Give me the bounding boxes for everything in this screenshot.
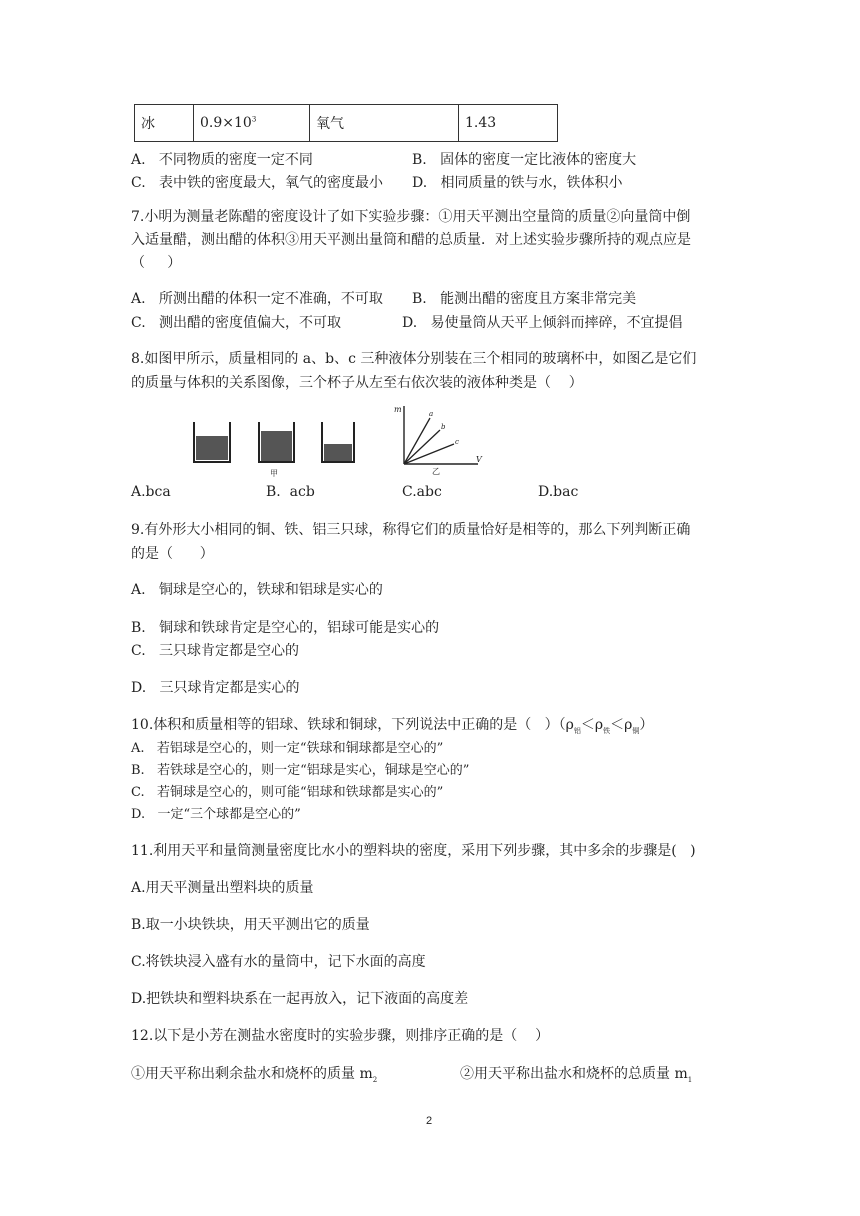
q11-stem: 11.利用天平和量筒测量密度比水小的塑料块的密度，采用下列步骤，其中多余的步骤是( ) (131, 843, 696, 859)
q8-stem-line1: 8.如图甲所示，质量相同的 a、b、c 三种液体分别装在三个相同的玻璃杯中，如图乙是它们 (131, 351, 697, 367)
q11-option-c: C.将铁块浸入盛有水的量筒中，记下水面的高度 (131, 954, 426, 970)
q7-stem-line2: 入适量醋，测出醋的体积③用天平测出量筒和醋的总质量．对上述实验步骤所持的观点应是 (131, 232, 691, 248)
table-cell-density-2: 1.43 (459, 105, 558, 142)
q8-option-d: D.bac (538, 484, 579, 500)
table-row (135, 105, 558, 142)
q9-option-a: A. 铜球是空心的，铁球和铝球是实心的 (131, 582, 383, 598)
q9-option-c: C. 三只球肯定都是空心的 (131, 643, 300, 659)
q10-close-paren: ） (639, 717, 654, 733)
density-exponent: 3 (251, 115, 257, 124)
q6-option-d: D. 相同质量的铁与水，铁体积小 (412, 175, 623, 191)
q10-less-than-1: ＜ρ (580, 717, 604, 733)
q11-option-d: D.把铁块和塑料块系在一起再放入，记下液面的高度差 (131, 991, 469, 1007)
line-a (404, 418, 430, 464)
beaker-left (194, 422, 230, 462)
subscript-fe: 铁 (603, 726, 611, 735)
figure-label-yi: 乙 (432, 467, 440, 476)
table-cell-density (194, 105, 310, 142)
q10-stem (131, 714, 653, 736)
q10-less-than-2: ＜ρ (610, 717, 633, 733)
axis-label-m: m (394, 405, 402, 414)
q7-stem-line3: （ ） (131, 255, 182, 271)
q12-stem: 12.以下是小芳在测盐水密度时的实验步骤，则排序正确的是（ ） (131, 1028, 550, 1044)
table-cell-substance: 冰 (135, 105, 194, 142)
q9-option-d: D. 三只球肯定都是实心的 (131, 680, 300, 696)
table-cell-substance-2: 氧气 (310, 105, 459, 142)
axis-label-v: V (476, 455, 482, 464)
q10-option-b: B. 若铁球是空心的，则一定“铝球是实心，铜球是空心的” (131, 763, 470, 778)
q7-stem-line1: 7.小明为测量老陈醋的密度设计了如下实验步骤：①用天平测出空量筒的质量②向量筒中倒 (131, 209, 691, 225)
beaker-right (322, 422, 354, 462)
subscript-cu: 铜 (632, 726, 640, 735)
line-label-c: c (455, 438, 459, 446)
q8-stem-line2: 的质量与体积的关系图像，三个杯子从左至右依次装的液体种类是（ ） (131, 375, 583, 391)
q11-option-a: A.用天平测量出塑料块的质量 (131, 880, 314, 896)
subscript-2: 2 (372, 1075, 378, 1084)
subscript-1: 1 (687, 1075, 693, 1084)
mass-volume-graph (392, 402, 484, 476)
q10-option-a: A. 若铝球是空心的，则一定“铁球和铜球都是空心的” (131, 741, 444, 756)
q12-step-1-text: ①用天平称出剩余盐水和烧杯的质量 m (131, 1066, 373, 1082)
q6-option-c: C. 表中铁的密度最大，氧气的密度最小 (131, 175, 384, 191)
q6-option-a: A. 不同物质的密度一定不同 (131, 152, 313, 168)
q8-option-c: C.abc (402, 484, 442, 500)
q8-option-a: A.bca (131, 484, 171, 500)
line-label-a: a (429, 410, 434, 418)
line-label-b: b (441, 423, 446, 431)
q12-step-2 (460, 1063, 692, 1084)
subscript-al: 铝 (573, 726, 581, 735)
q10-option-d: D. 一定“三个球都是空心的” (131, 807, 301, 822)
density-table (134, 104, 558, 142)
q8-option-b: B. acb (266, 484, 315, 500)
page-number: 2 (426, 1115, 433, 1127)
q12-step-1 (131, 1063, 377, 1084)
q6-option-b: B. 固体的密度一定比液体的密度大 (412, 152, 637, 168)
q10-option-c: C. 若铜球是空心的，则可能“铝球和铁球都是实心的” (131, 785, 444, 800)
q11-option-b: B.取一小块铁块，用天平测出它的质量 (131, 917, 370, 933)
figure-label-jia: 甲 (270, 469, 278, 478)
q10-stem-text: 10.体积和质量相等的铝球、铁球和铜球，下列说法中正确的是（ ）（ρ (131, 717, 574, 733)
q7-option-c: C. 测出醋的密度值偏大，不可取 (131, 315, 342, 331)
q9-option-b: B. 铜球和铁球肯定是空心的，铝球可能是实心的 (131, 620, 440, 636)
beaker-middle (259, 422, 294, 462)
q7-option-b: B. 能测出醋的密度且方案非常完美 (412, 291, 637, 307)
q7-option-d: D. 易使量筒从天平上倾斜而摔碎，不宜提倡 (402, 315, 683, 331)
q9-stem-line1: 9.有外形大小相同的铜、铁、铝三只球，称得它们的质量恰好是相等的，那么下列判断正确 (131, 522, 691, 538)
density-value: 0.9×10 (200, 115, 252, 131)
line-b (404, 430, 440, 464)
q7-option-a: A. 所测出醋的体积一定不准确，不可取 (131, 291, 383, 307)
q9-stem-line2: 的是（ ） (131, 546, 214, 562)
line-c (404, 444, 454, 464)
q12-step-2-text: ②用天平称出盐水和烧杯的总质量 m (460, 1066, 688, 1082)
beakers-figure (190, 418, 360, 480)
